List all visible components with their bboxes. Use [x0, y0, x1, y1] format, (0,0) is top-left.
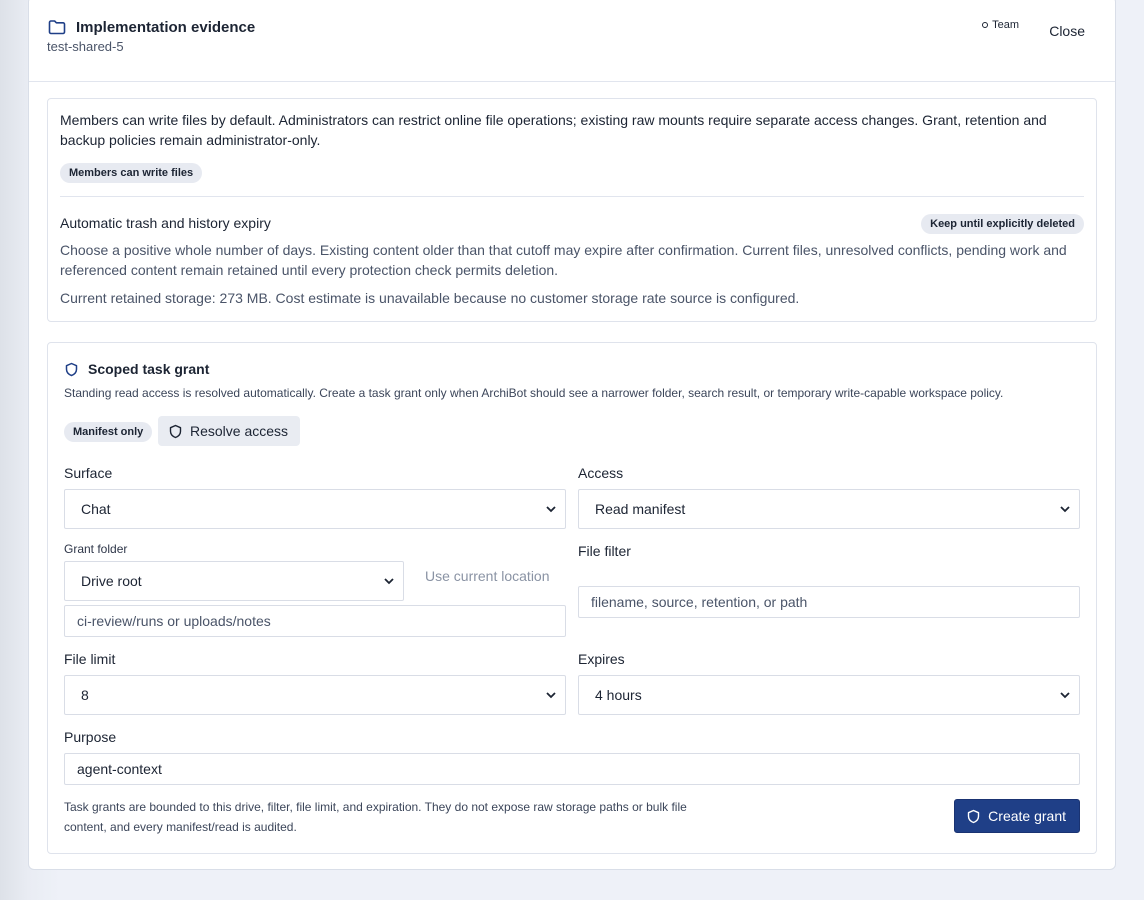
- title-row: [47, 17, 255, 37]
- grant-panel: [28, 0, 1116, 870]
- expires-value: 4 hours: [595, 687, 642, 703]
- team-label: Team: [992, 19, 1019, 31]
- surface-select[interactable]: [64, 489, 566, 529]
- file-filter-label: File filter: [578, 543, 631, 559]
- storage-summary: Current retained storage: 273 MB. Cost estimate is unavailable because no customer storage rate source is configured.: [60, 290, 800, 306]
- expiry-badge: Keep until explicitly deleted: [921, 214, 1084, 234]
- policy-description: Members can write files by default. Administrators can restrict online file operations; existing raw mounts require separate access changes. Grant, retention and backup policies remain administrator-only.: [60, 112, 1047, 148]
- mode-badge: Manifest only: [64, 422, 152, 442]
- resolve-access-button[interactable]: [158, 416, 300, 446]
- file-limit-select[interactable]: [64, 675, 566, 715]
- access-select[interactable]: [578, 489, 1080, 529]
- purpose-input[interactable]: agent-context: [64, 753, 1080, 785]
- file-filter-input[interactable]: filename, source, retention, or path: [578, 586, 1080, 618]
- grant-heading: [64, 361, 209, 377]
- page-title: Implementation evidence: [76, 18, 256, 36]
- chevron-down-icon: [545, 503, 557, 515]
- close-button[interactable]: Close: [1049, 23, 1085, 39]
- surface-value: Chat: [81, 501, 111, 517]
- chevron-down-icon: [1059, 503, 1071, 515]
- divider: [60, 196, 1084, 197]
- access-value: Read manifest: [595, 501, 686, 517]
- policy-badge: Members can write files: [60, 163, 202, 183]
- purpose-label: Purpose: [64, 729, 117, 745]
- chevron-down-icon: [383, 575, 395, 587]
- grant-description: Standing read access is resolved automatically. Create a task grant only when ArchiBot should see a narrower folder, search result, or temporary write-capable workspace policy.: [64, 386, 1004, 400]
- file-limit-label: File limit: [64, 651, 116, 667]
- access-label: Access: [578, 465, 624, 481]
- grant-folder-select[interactable]: [64, 561, 404, 601]
- resolve-access-label: Resolve access: [190, 423, 289, 439]
- chevron-down-icon: [1059, 689, 1071, 701]
- folder-path-input[interactable]: ci-review/runs or uploads/notes: [64, 605, 566, 637]
- create-grant-button[interactable]: [954, 799, 1080, 833]
- expiry-description: Choose a positive whole number of days. Existing content older than that cutoff may expire after confirmation. Current files, unresolved conflicts, pending work and referenced content remain retained until every protection check permits deletion.: [60, 242, 1067, 278]
- team-indicator: [982, 19, 1019, 31]
- use-current-location-button[interactable]: Use current location: [425, 568, 550, 584]
- grant-folder-value: Drive root: [81, 573, 142, 589]
- expiry-title: Automatic trash and history expiry: [60, 215, 271, 231]
- grant-footnote: Task grants are bounded to this drive, filter, file limit, and expiration. They do not expose raw storage paths or bulk file content, and every manifest/read is audited.: [64, 800, 687, 834]
- shield-icon: [64, 362, 79, 377]
- expires-label: Expires: [578, 651, 625, 667]
- team-dot-icon: [982, 22, 988, 28]
- file-limit-value: 8: [81, 687, 89, 703]
- create-grant-label: Create grant: [988, 808, 1066, 824]
- grant-card: [47, 342, 1097, 854]
- drive-name: test-shared-5: [47, 39, 124, 54]
- policy-card: [47, 98, 1097, 322]
- surface-label: Surface: [64, 465, 113, 481]
- grant-folder-label: Grant folder: [64, 542, 128, 556]
- panel-header: [29, 0, 1115, 82]
- expires-select[interactable]: [578, 675, 1080, 715]
- folder-icon: [47, 17, 67, 37]
- shield-icon: [168, 424, 183, 439]
- grant-title: Scoped task grant: [88, 361, 210, 377]
- chevron-down-icon: [545, 689, 557, 701]
- shield-icon: [966, 809, 981, 824]
